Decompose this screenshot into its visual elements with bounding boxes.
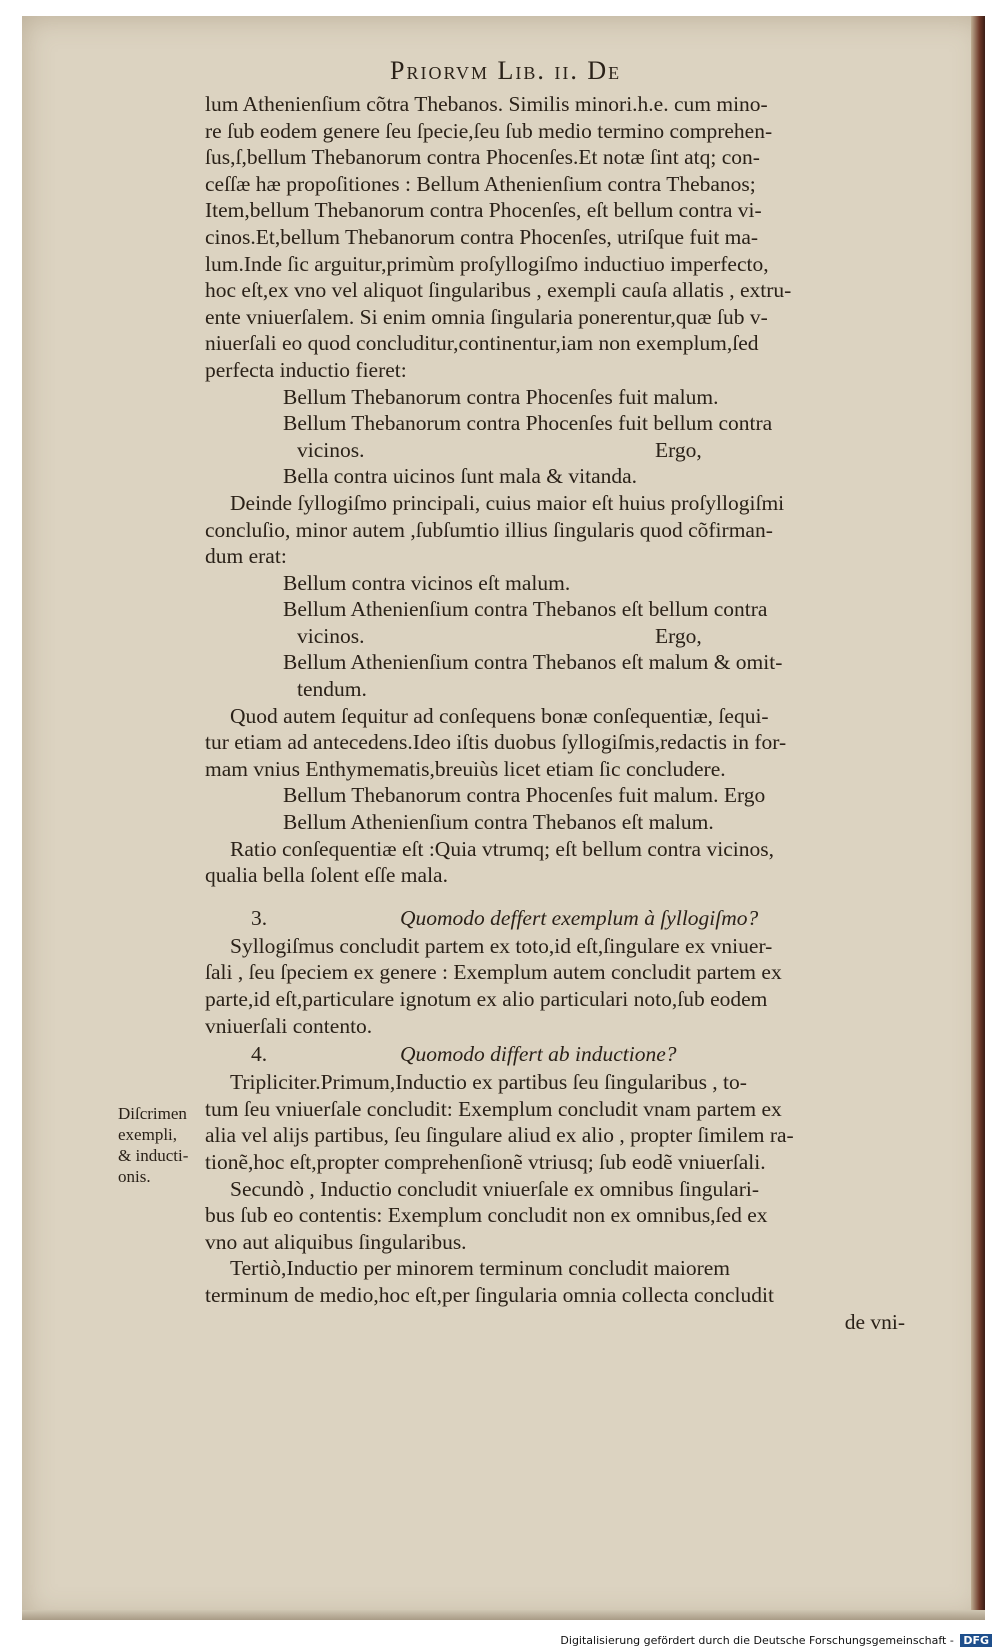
text-line <box>205 782 905 809</box>
text-line <box>205 1229 905 1256</box>
text-line <box>205 756 905 783</box>
margin-note-line: exempli, <box>118 1125 178 1144</box>
text-line <box>205 384 905 411</box>
text-line-content: tum ſeu vniuerſale concludit: Exemplum concludit vnam partem ex <box>205 1096 782 1121</box>
text-line <box>205 1282 905 1309</box>
margin-note-line: onis. <box>118 1167 151 1186</box>
text-line-content: perfecta inductio fieret: <box>205 357 407 382</box>
text-line-content: Tripliciter.Primum,Inductio ex partibus ſeu ſingularibus , to- <box>230 1070 747 1095</box>
section-3-number: 3. <box>251 905 268 930</box>
text-line-content: vno aut aliquibus ſingularibus. <box>205 1229 467 1254</box>
text-line-content: vniuerſali contento. <box>205 1013 373 1038</box>
text-line-content: Tertiò,Inductio per minorem terminum concludit maiorem <box>230 1256 731 1281</box>
text-line <box>205 490 905 517</box>
text-line <box>205 171 905 198</box>
text-line-content: Bellum Athenienſium contra Thebanos eſt bellum contra <box>283 597 768 622</box>
text-line <box>205 1176 905 1203</box>
footer-text: Digitalisierung gefördert durch die Deutsche Forschungsgemeinschaft - <box>560 1634 958 1647</box>
text-line <box>205 437 905 464</box>
text-line-content: lum Athenienſium cõtra Thebanos. Similis minori.h.e. cum mino- <box>205 92 768 116</box>
text-line <box>205 1202 905 1229</box>
margin-note <box>118 1103 208 1187</box>
text-line <box>205 144 905 171</box>
ergo-word: Ergo, <box>655 623 702 648</box>
book-spine-edge <box>971 16 985 1620</box>
text-line-content: Syllogiſmus concludit partem ex toto,id eſt,ſingulare ex vniuer- <box>230 933 773 958</box>
text-line <box>205 1149 905 1176</box>
text-line <box>205 197 905 224</box>
text-line-content: concluſio, minor autem ,ſubſumtio illius ſingularis quod cõfirman- <box>205 517 773 542</box>
text-line <box>205 649 905 676</box>
main-paragraphs <box>205 91 905 889</box>
text-line <box>205 224 905 251</box>
text-line-content: Deinde ſyllogiſmo principali, cuius maior eſt huius proſyllogiſmi <box>230 490 785 515</box>
text-line-content: terminum de medio,hoc eſt,per ſingularia omnia collecta concludit <box>205 1282 774 1307</box>
text-line-content: ſus,ſ,bellum Thebanorum contra Phocenſes.Et notæ ſint atq; con- <box>205 145 760 170</box>
margin-note-line: Diſcrimen <box>118 1104 187 1123</box>
text-line <box>205 1096 905 1123</box>
text-line-content: tionẽ,hoc eſt,propter comprehenſionẽ vtriusq; ſub eodẽ vniuerſali. <box>205 1149 766 1174</box>
text-line-content: Quod autem ſequitur ad conſequens bonæ conſequentiæ, ſequi- <box>230 703 769 728</box>
text-line <box>205 543 905 570</box>
text-line-content: Ratio conſequentiæ eſt :Quia vtrumq; eſt bellum contra vicinos, <box>230 836 774 861</box>
text-line-content: vicinos. <box>297 437 365 462</box>
text-line <box>205 277 905 304</box>
text-line-content: dum erat: <box>205 544 287 569</box>
text-line <box>205 809 905 836</box>
section-3-text <box>205 933 905 1039</box>
text-line <box>205 1122 905 1149</box>
text-line <box>205 410 905 437</box>
text-line-content: Bellum Thebanorum contra Phocenſes fuit malum. <box>283 384 719 409</box>
text-line-content: bus ſub eo contentis: Exemplum concludit non ex omnibus,ſed ex <box>205 1203 768 1228</box>
text-line <box>205 304 905 331</box>
running-header: Priorvm Lib. ii. De <box>390 56 622 85</box>
text-line-content: ceſſæ hæ propoſitiones : Bellum Athenienſium contra Thebanos; <box>205 171 756 196</box>
text-line-content: Bellum Thebanorum contra Phocenſes fuit bellum contra <box>283 411 773 436</box>
text-line-content: niuerſali eo quod concluditur,continentur,iam non exemplum,ſed <box>205 331 759 356</box>
section-4-text <box>205 1069 905 1308</box>
section-4-number: 4. <box>251 1042 268 1067</box>
catchword: de vni- <box>844 1309 905 1334</box>
text-line <box>205 91 905 118</box>
text-line <box>205 703 905 730</box>
text-line <box>205 933 905 960</box>
ergo-word: Ergo, <box>655 437 702 462</box>
text-line-content: vicinos. <box>297 623 365 648</box>
text-line <box>205 330 905 357</box>
text-line <box>205 596 905 623</box>
text-line-content: Bella contra uicinos ſunt mala & vitanda. <box>283 464 638 489</box>
text-line-content: ente vniuerſalem. Si enim omnia ſingularia ponerentur,quæ ſub v- <box>205 304 768 329</box>
text-line-content: re ſub eodem genere ſeu ſpecie,ſeu ſub medio termino comprehen- <box>205 118 773 143</box>
section-4-question: Quomodo differt ab inductione? <box>400 1042 677 1067</box>
text-line-content: Bellum Athenienſium contra Thebanos eſt malum & omit- <box>283 650 783 675</box>
section-4-heading <box>205 1039 905 1069</box>
text-line <box>205 862 905 889</box>
text-line-content: Secundò , Inductio concludit vniuerſale ex omnibus ſingulari- <box>230 1176 760 1201</box>
text-line <box>205 959 905 986</box>
text-line-content: tur etiam ad antecedens.Ideo iſtis duobus ſyllogiſmis,redactis in for- <box>205 730 787 755</box>
text-line-content: ſali , ſeu ſpeciem ex genere : Exemplum autem concludit partem ex <box>205 960 782 985</box>
text-line-content: mam vnius Enthymematis,breuiùs licet etiam ſic concludere. <box>205 756 726 781</box>
text-line-content: cinos.Et,bellum Thebanorum contra Phocenſes, utriſque fuit ma- <box>205 224 759 249</box>
text-line <box>205 676 905 703</box>
section-3-heading <box>205 903 905 933</box>
text-line-content: qualia bella ſolent eſſe mala. <box>205 863 448 888</box>
text-line <box>205 517 905 544</box>
text-line <box>205 357 905 384</box>
page-bottom-edge <box>22 1610 985 1620</box>
text-line <box>205 118 905 145</box>
text-line-content: Item,bellum Thebanorum contra Phocenſes, eſt bellum contra vi- <box>205 198 762 223</box>
main-text-block <box>205 91 905 1335</box>
text-line <box>205 251 905 278</box>
digitization-footer <box>560 1634 992 1647</box>
text-line <box>205 570 905 597</box>
text-line-content: alia vel alijs partibus, ſeu ſingulare aliud ex alio , propter ſimilem ra- <box>205 1123 794 1148</box>
text-line <box>205 729 905 756</box>
text-line <box>205 1255 905 1282</box>
text-line-content: Bellum Thebanorum contra Phocenſes fuit malum. Ergo <box>283 783 766 808</box>
text-line-content: Bellum contra vicinos eſt malum. <box>283 570 571 595</box>
text-line-content: tendum. <box>297 677 367 702</box>
text-line-content: lum.Inde ſic arguitur,primùm proſyllogiſmo inductiuo imperfecto, <box>205 251 769 276</box>
text-line <box>205 836 905 863</box>
text-line <box>205 463 905 490</box>
section-3-question: Quomodo deffert exemplum à ſyllogiſmo? <box>400 905 759 930</box>
text-line <box>205 623 905 650</box>
text-line <box>205 1069 905 1096</box>
margin-note-line: & inducti- <box>118 1146 189 1165</box>
text-line <box>205 986 905 1013</box>
text-line-content: parte,id eſt,particulare ignotum ex alio particulari noto,ſub eodem <box>205 987 768 1011</box>
text-line-content: Bellum Athenienſium contra Thebanos eſt malum. <box>283 810 714 835</box>
dfg-logo: DFG <box>960 1634 992 1647</box>
text-line <box>205 1013 905 1040</box>
text-line-content: hoc eſt,ex vno vel aliquot ſingularibus , exempli cauſa allatis , extru- <box>205 278 792 303</box>
